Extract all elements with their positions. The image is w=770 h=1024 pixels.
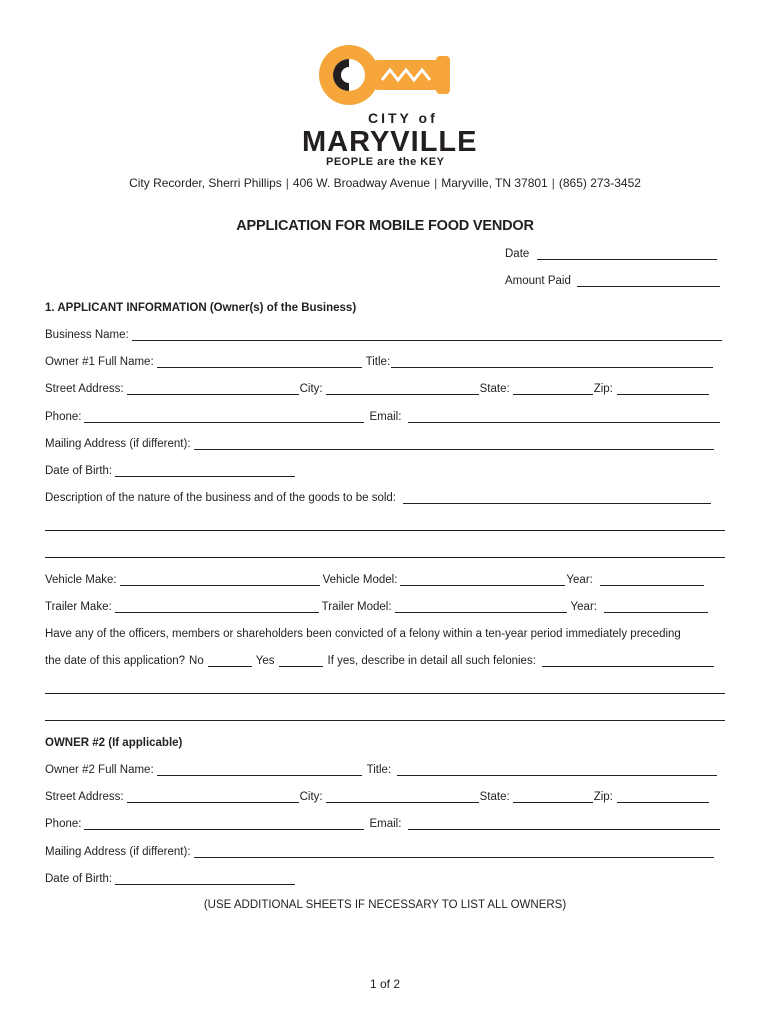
- owner2-title-label: Title:: [366, 764, 392, 776]
- trailer-year-field[interactable]: [604, 601, 708, 613]
- business-name-field[interactable]: [132, 329, 722, 341]
- city-logo: [300, 42, 478, 172]
- form-title: APPLICATION FOR MOBILE FOOD VENDOR: [236, 218, 534, 234]
- logo-name: MARYVILLE: [302, 126, 478, 158]
- section1-heading: 1. APPLICANT INFORMATION (Owner(s) of the Business): [45, 302, 357, 314]
- owner2-contact-row: [45, 818, 721, 830]
- trailer-make-field[interactable]: [115, 601, 319, 613]
- mailing-field[interactable]: [194, 438, 714, 450]
- felony-if-yes-label: If yes, describe in detail all such felonies:: [327, 655, 536, 667]
- zip-label: Zip:: [593, 383, 613, 395]
- description-line-3[interactable]: [45, 557, 725, 558]
- state-field[interactable]: [513, 383, 593, 395]
- email-field[interactable]: [408, 411, 720, 423]
- owner1-contact-row: [45, 411, 721, 423]
- trailer-row: [45, 601, 709, 613]
- dob-field[interactable]: [115, 465, 295, 477]
- city-field[interactable]: [326, 383, 479, 395]
- phone-label: Phone:: [45, 411, 82, 423]
- state-label: State:: [479, 383, 510, 395]
- dob-row: [45, 465, 296, 477]
- felony-answer-row: [45, 655, 715, 667]
- felony-yes-label: Yes: [255, 655, 275, 667]
- date-field[interactable]: [537, 248, 717, 260]
- logo-city-of: CITY of: [368, 110, 438, 126]
- vehicle-make-label: Vehicle Make:: [45, 574, 117, 586]
- owner2-name-field[interactable]: [157, 764, 362, 776]
- felony-line-2[interactable]: [45, 693, 725, 694]
- contact-line: City Recorder, Sherri Phillips | 406 W. Broadway Avenue | Maryville, TN 37801 | (865) 273-3452: [129, 176, 641, 190]
- mailing-label: Mailing Address (if different):: [45, 438, 191, 450]
- owner1-name-field[interactable]: [157, 356, 362, 368]
- vehicle-row: [45, 574, 705, 586]
- description-field[interactable]: [403, 492, 711, 504]
- owner2-mailing-field[interactable]: [194, 846, 714, 858]
- additional-sheets-note: (USE ADDITIONAL SHEETS IF NECESSARY TO LIST ALL OWNERS): [203, 899, 567, 911]
- felony-no-label: No: [189, 655, 204, 667]
- owner1-title-field[interactable]: [391, 356, 713, 368]
- street-field[interactable]: [127, 383, 299, 395]
- felony-no-field[interactable]: [208, 655, 252, 667]
- city-label: City:: [299, 383, 323, 395]
- business-name-row: [45, 329, 723, 341]
- date-label: Date: [505, 248, 530, 260]
- owner2-phone-label: Phone:: [45, 818, 82, 830]
- owner1-name-label: Owner #1 Full Name:: [45, 356, 154, 368]
- business-name-label: Business Name:: [45, 329, 129, 341]
- owner2-email-label: Email:: [369, 818, 402, 830]
- street-label: Street Address:: [45, 383, 124, 395]
- owner2-dob-label: Date of Birth:: [45, 873, 113, 885]
- owner2-title-field[interactable]: [397, 764, 717, 776]
- owner1-address-row: [45, 383, 710, 395]
- owner2-phone-field[interactable]: [84, 818, 364, 830]
- description-line-2[interactable]: [45, 530, 725, 531]
- owner2-mailing-row: [45, 846, 715, 858]
- owner1-row: [45, 356, 714, 368]
- trailer-make-label: Trailer Make:: [45, 601, 112, 613]
- owner1-title-label: Title:: [365, 356, 391, 368]
- felony-yes-field[interactable]: [279, 655, 323, 667]
- owner2-heading: OWNER #2 (If applicable): [45, 737, 183, 749]
- contact-address: 406 W. Broadway Avenue: [292, 176, 431, 190]
- dob-label: Date of Birth:: [45, 465, 113, 477]
- email-label: Email:: [369, 411, 402, 423]
- owner2-address-row: [45, 791, 710, 803]
- owner2-city-label: City:: [299, 791, 323, 803]
- owner2-state-label: State:: [479, 791, 510, 803]
- logo-tagline: PEOPLE are the KEY: [326, 156, 445, 168]
- zip-field[interactable]: [617, 383, 709, 395]
- owner2-zip-label: Zip:: [593, 791, 613, 803]
- owner2-dob-field[interactable]: [115, 873, 295, 885]
- owner2-dob-row: [45, 873, 296, 885]
- owner2-mailing-label: Mailing Address (if different):: [45, 846, 191, 858]
- key-logo-icon: [316, 42, 456, 108]
- amount-paid-label: Amount Paid: [505, 275, 571, 287]
- felony-describe-field[interactable]: [542, 655, 714, 667]
- vehicle-year-label: Year:: [566, 574, 593, 586]
- owner2-street-field[interactable]: [127, 791, 299, 803]
- owner2-email-field[interactable]: [408, 818, 720, 830]
- felony-line-3[interactable]: [45, 720, 725, 721]
- amount-paid-row: [505, 275, 721, 287]
- vehicle-make-field[interactable]: [120, 574, 320, 586]
- owner2-zip-field[interactable]: [617, 791, 709, 803]
- phone-field[interactable]: [84, 411, 364, 423]
- amount-paid-field[interactable]: [577, 275, 720, 287]
- mailing-row: [45, 438, 715, 450]
- felony-question-text-2: the date of this application?: [45, 655, 186, 667]
- trailer-year-label: Year:: [570, 601, 597, 613]
- owner2-name-label: Owner #2 Full Name:: [45, 764, 154, 776]
- date-row: [505, 248, 718, 260]
- description-label: Description of the nature of the business and of the goods to be sold:: [45, 492, 396, 504]
- owner2-row: [45, 764, 718, 776]
- felony-question: [45, 628, 681, 640]
- contact-phone: (865) 273-3452: [558, 176, 641, 190]
- trailer-model-label: Trailer Model:: [321, 601, 392, 613]
- felony-question-text: Have any of the officers, members or shareholders been convicted of a felony within a ten-year period immediately preceding: [45, 628, 681, 640]
- page-number: 1 of 2: [369, 977, 401, 991]
- owner2-city-field[interactable]: [326, 791, 479, 803]
- contact-city: Maryville, TN 37801: [441, 176, 548, 190]
- owner2-street-label: Street Address:: [45, 791, 124, 803]
- vehicle-model-field[interactable]: [400, 574, 565, 586]
- contact-recorder: City Recorder, Sherri Phillips: [129, 176, 282, 190]
- vehicle-model-label: Vehicle Model:: [322, 574, 398, 586]
- trailer-model-field[interactable]: [395, 601, 567, 613]
- description-row: [45, 492, 712, 504]
- owner2-state-field[interactable]: [513, 791, 593, 803]
- vehicle-year-field[interactable]: [600, 574, 704, 586]
